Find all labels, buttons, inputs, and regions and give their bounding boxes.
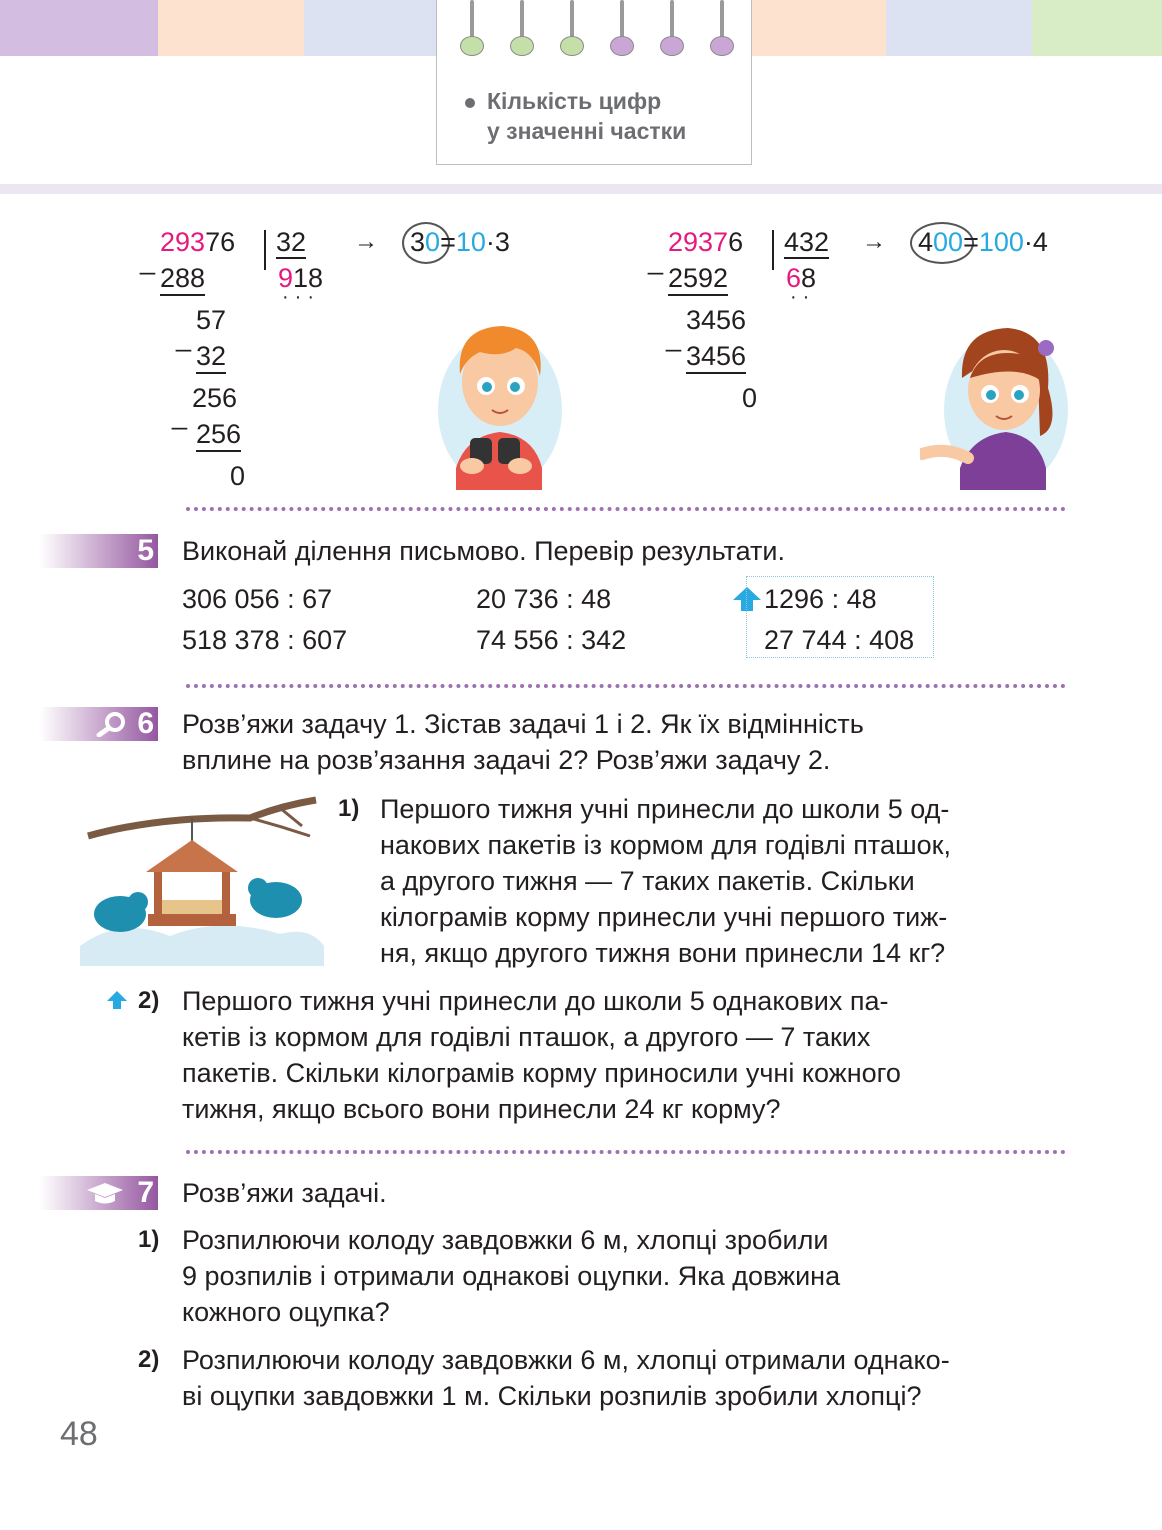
expression: 518 378 : 607 [182,625,348,655]
header-divider [0,184,1162,194]
problem-label: 1) [338,795,360,822]
final-remainder: 0 [230,461,246,491]
graduation-cap-icon [86,1182,124,1206]
problem-label: 1) [138,1226,160,1253]
remainder: 256 [192,383,238,413]
band-segment [158,0,304,56]
divisor: 432 [784,227,830,257]
bullet-icon [465,98,475,108]
topic-title: Кількість цифр у значенні частки [487,88,687,144]
band-segment [304,0,436,56]
digit-dots: ·· [790,286,816,308]
task-number-badge: 7 [40,1176,158,1210]
task-6-text: Розв’яжи задачу 1. Зістав задачі 1 і 2. Як їх відмінність вплине на розв’язання задачі 2? Розв’яжи задачу 2. [182,709,864,775]
section-separator [186,1150,1066,1154]
topic-notebook [436,0,752,165]
ring-icon [709,0,735,56]
subtrahend: 2592 [668,262,728,296]
subtrahend: 32 [196,340,226,374]
band-segment [1032,0,1162,56]
arrow-up-icon [106,990,128,1010]
problem-6-2: Першого тижня учні принесли до школи 5 однакових па- кетів із кормом для годівлі пташок, а другого — 7 таких пакетів. Скільки кілограмів корму приносили учні кожного тижня, якщо всього вони принесли 24 кг корму? [182,986,901,1124]
task-5-title: Виконай ділення письмово. Перевір результати. [182,536,785,566]
band-segment [0,0,158,56]
problem-7-1: Розпилюючи колоду завдовжки 6 м, хлопці зробили 9 розпилів і отримали однакові оцупки. Яка довжина кожного оцупка? [182,1225,841,1327]
band-segment [752,0,886,56]
page-number: 48 [60,1415,98,1453]
minus-sign: _ [140,245,156,275]
arrow-icon: → [354,228,378,255]
arrow-icon: → [862,228,886,255]
quotient: 918 [278,263,324,293]
expression: 27 744 : 408 [764,625,915,655]
expression: 20 736 : 48 [476,584,612,614]
bird-feeder-illustration [80,796,324,966]
ring-icon [559,0,585,56]
section-separator [186,684,1066,688]
task-number-badge: 6 [40,707,158,741]
subtrahend: 288 [160,262,205,296]
expression: 306 056 : 67 [182,584,333,614]
dividend: 29376 [160,227,236,257]
section-separator [186,507,1066,511]
quotient: 68 [786,263,817,293]
task-7-title: Розв’яжи задачі. [182,1178,387,1208]
problem-6-1: Першого тижня учні принесли до школи 5 од- накових пакетів із кормом для годівлі пташок, а другого тижня — 7 таких пакетів. Скільки кілограмів корму принесли учні першого тиж- ня, якщо другого тижня вони принесли 14 кг? [380,794,951,968]
expression: 74 556 : 342 [476,625,627,655]
expression: 1296 : 48 [764,584,877,614]
subtrahend: 256 [196,418,241,452]
subtrahend: 3456 [686,340,746,374]
final-remainder: 0 [742,383,758,413]
band-segment [886,0,1032,56]
remainder: 57 [196,305,227,335]
dividend: 29376 [668,227,744,257]
ring-icon [609,0,635,56]
problem-7-2: Розпилюючи колоду завдовжки 6 м, хлопці отримали однако- ві оцупки завдовжки 1 м. Скільки розпилів зробили хлопці? [182,1345,950,1411]
ring-icon [459,0,485,56]
remainder: 3456 [686,305,747,335]
girl-illustration [920,318,1080,490]
digit-dots: ··· [282,286,320,308]
divisor: 32 [276,227,307,257]
ring-icon [659,0,685,56]
boy-illustration [436,318,566,490]
estimate: 400=100·4 [918,227,1048,257]
ring-icon [509,0,535,56]
estimate: 30=10·3 [410,227,510,257]
magnifier-icon [96,711,128,737]
problem-label: 2) [138,1346,160,1373]
task-number-badge: 5 [40,534,158,568]
problem-label: 2) [138,987,160,1014]
